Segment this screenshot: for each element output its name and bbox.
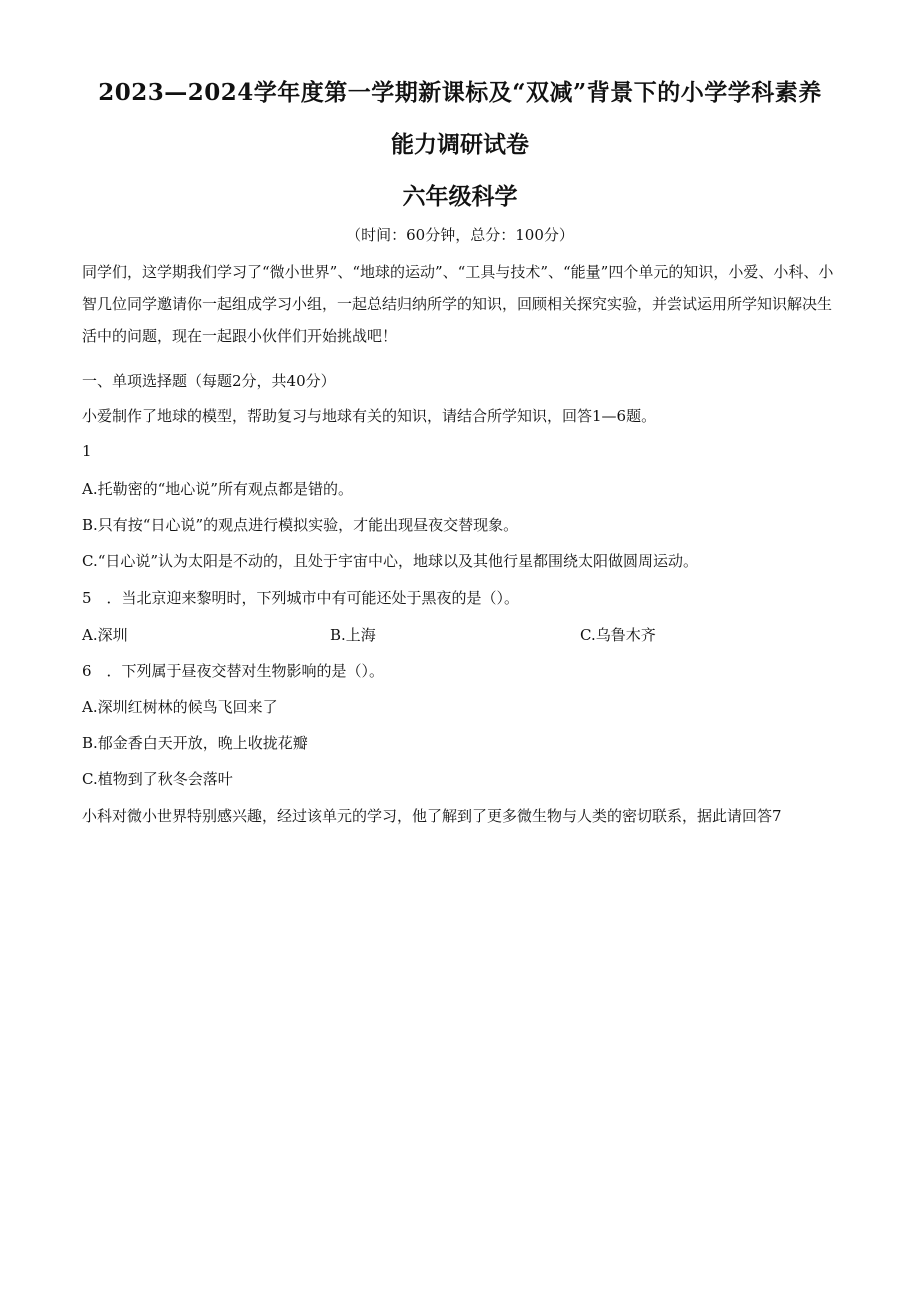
q5-option-a: A.深圳: [82, 626, 128, 644]
exam-title-line1: 2023—2024学年度第一学期新课标及“双减”背景下的小学学科素养: [98, 79, 822, 106]
question-number: 1: [82, 442, 92, 460]
context-paragraph: 小爱制作了地球的模型，帮助复习与地球有关的知识，请结合所学知识，回答1—6题。: [82, 407, 657, 425]
context-paragraph-2: 小科对微小世界特别感兴趣，经过该单元的学习，他了解到了更多微生物与人类的密切联系，据此请回答7: [82, 807, 782, 825]
q5-option-c: C.乌鲁木齐: [580, 626, 656, 644]
q1-option-c: C.“日心说”认为太阳是不动的，且处于宇宙中心，地球以及其他行星都围绕太阳做圆周运动。: [82, 552, 699, 570]
exam-info: （时间：60分钟，总分：100分）: [346, 226, 574, 244]
q5-stem: 5 ．当北京迎来黎明时，下列城市中有可能还处于黑夜的是（）。: [82, 589, 520, 607]
intro-paragraph: 同学们，这学期我们学习了“微小世界”、“地球的运动”、“工具与技术”、“能量”四个单元的知识，小爱、小科、小智几位同学邀请你一起组成学习小组，一起总结归纳所学的知识，回顾相关探究实验，并尝试运用所学知识解决生活中的问题，现在一起跟小伙伴们开始挑战吧！: [82, 263, 834, 345]
q6-stem: 6 ．下列属于昼夜交替对生物影响的是（）。: [82, 662, 385, 680]
q6-option-b: B.郁金香白天开放，晚上收拢花瓣: [82, 734, 308, 752]
q6-option-c: C.植物到了秋冬会落叶: [82, 770, 233, 788]
subject-title: 六年级科学: [402, 183, 518, 210]
q1-option-a: A.托勒密的“地心说”所有观点都是错的。: [82, 480, 353, 498]
q5-option-b: B.上海: [330, 626, 376, 644]
exam-title-line2: 能力调研试卷: [391, 131, 529, 158]
q1-option-b: B.只有按“日心说”的观点进行模拟实验，才能出现昼夜交替现象。: [82, 516, 519, 534]
q6-option-a: A.深圳红树林的候鸟飞回来了: [82, 698, 278, 716]
section-heading: 一、单项选择题（每题2分，共40分）: [82, 372, 336, 390]
